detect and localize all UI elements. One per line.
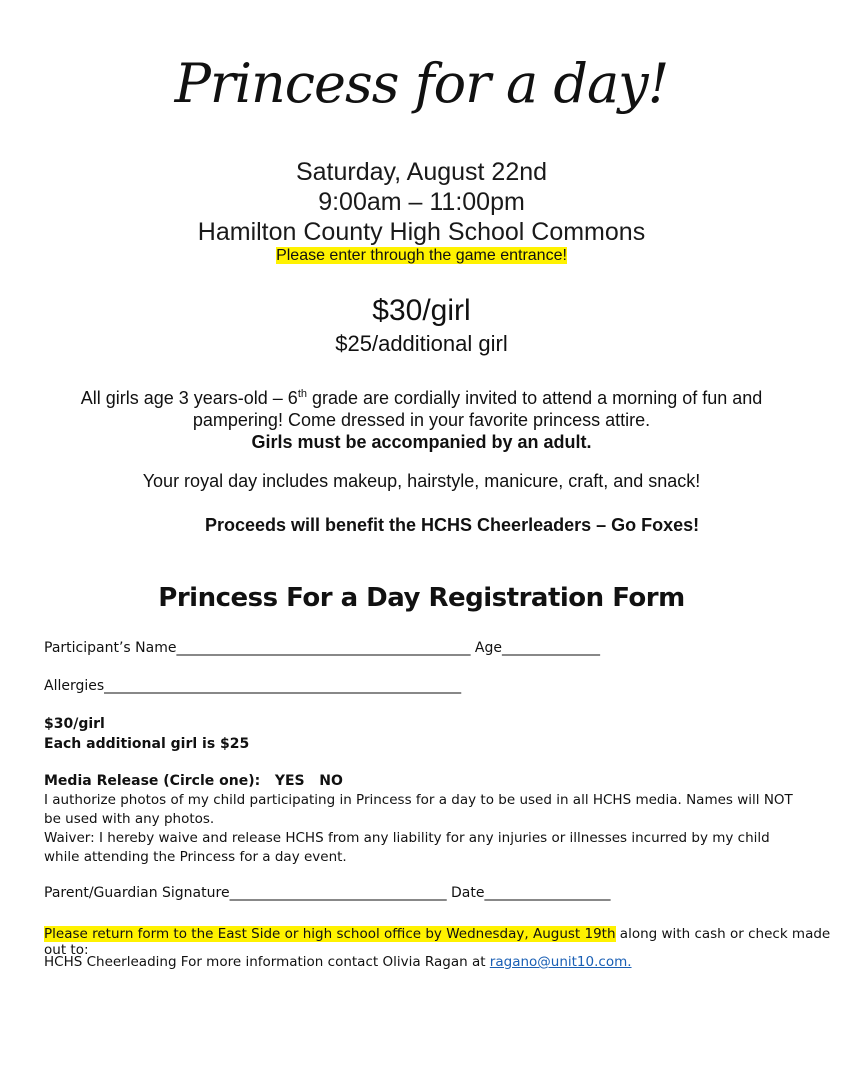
accompany-note: Girls must be accompanied by an adult. xyxy=(251,432,592,452)
invitation-line-2: pampering! Come dressed in your favorite princess attire. xyxy=(192,410,651,430)
form-price: $30/girl xyxy=(44,716,105,732)
additional-price: $25/additional girl xyxy=(335,331,508,356)
form-additional-price: Each additional girl is $25 xyxy=(44,736,250,752)
flyer-title: Princess for a day! xyxy=(174,52,669,115)
event-location: Hamilton County High School Commons xyxy=(197,218,646,246)
entrance-note: Please enter through the game entrance! xyxy=(276,247,567,264)
allergies-row xyxy=(44,678,461,694)
invitation-line-1 xyxy=(0,383,843,409)
participant-name-row xyxy=(44,640,600,656)
invite-post: grade are cordially invited to attend a morning of fun and xyxy=(307,388,763,408)
registration-form-title: Princess For a Day Registration Form xyxy=(158,583,685,613)
allergies-field[interactable]: ___________________________________________________ xyxy=(104,678,462,694)
participant-name-label: Participant’s Name xyxy=(44,640,177,656)
media-yes-option[interactable]: YES xyxy=(274,773,305,789)
signature-label: Parent/Guardian Signature xyxy=(44,885,230,901)
price-per-girl: $30/girl xyxy=(372,294,471,327)
entrance-note-wrapper xyxy=(0,247,843,265)
authorize-text: I authorize photos of my child participating in Princess for a day to be used in all HCHS media. Names will NOT be used with any photos. xyxy=(44,792,793,827)
contact-email-link[interactable]: ragano@unit10.com. xyxy=(489,954,632,970)
media-no-option[interactable]: NO xyxy=(319,773,343,789)
age-field[interactable]: ______________ xyxy=(501,640,600,656)
includes-text: Your royal day includes makeup, hairstyle, manicure, craft, and snack! xyxy=(142,471,701,491)
waiver-text: Waiver: I hereby waive and release HCHS from any liability for any injuries or illnesses incurred by my child while attending the Princess for a day event. xyxy=(44,830,770,865)
allergies-label: Allergies xyxy=(44,678,105,694)
payee-text: HCHS Cheerleading For more information contact Olivia Ragan at xyxy=(44,954,490,970)
contact-line xyxy=(44,954,632,970)
participant-name-field[interactable]: __________________________________________ xyxy=(176,640,471,656)
signature-field[interactable]: _______________________________ xyxy=(229,885,447,901)
invite-sup: th xyxy=(297,388,307,400)
date-field[interactable]: __________________ xyxy=(484,885,611,901)
return-deadline: Please return form to the East Side or high school office by Wednesday, August 19th xyxy=(44,926,616,942)
age-label: Age xyxy=(474,640,502,656)
event-date: Saturday, August 22nd xyxy=(295,158,548,186)
return-rest: along with cash or check made out to: xyxy=(44,926,831,958)
media-release-label: Media Release (Circle one): xyxy=(44,773,261,789)
invite-pre: All girls age 3 years-old – 6 xyxy=(80,388,298,408)
media-release-row xyxy=(44,773,343,789)
event-time: 9:00am – 11:00pm xyxy=(318,188,525,216)
signature-row xyxy=(44,885,610,901)
date-label: Date xyxy=(451,885,485,901)
proceeds-text: Proceeds will benefit the HCHS Cheerleaders – Go Foxes! xyxy=(205,515,700,535)
invitation-text xyxy=(0,383,843,453)
